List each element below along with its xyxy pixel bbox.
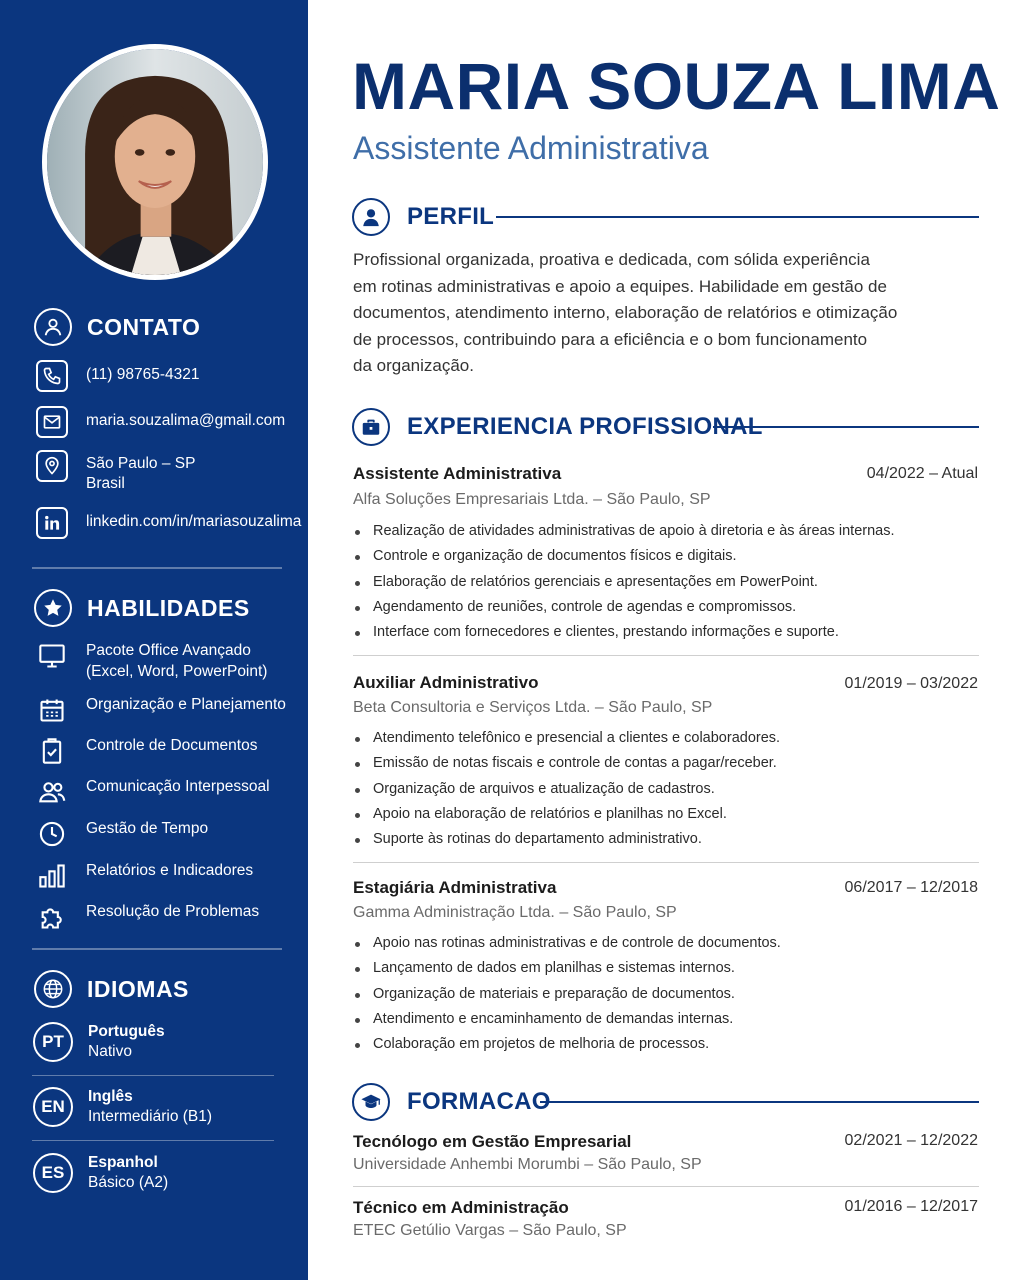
monitor-icon xyxy=(36,640,68,672)
phone-text: (11) 98765-4321 xyxy=(86,366,200,383)
contact-phone[interactable] xyxy=(36,360,199,392)
skill-item xyxy=(36,901,259,933)
section-rule xyxy=(540,1101,979,1103)
education-title-item: Tecnólogo em Gestão Empresarial xyxy=(353,1132,632,1151)
language-code-badge: ES xyxy=(33,1153,73,1193)
skill-item xyxy=(36,860,253,892)
language-name: Inglês xyxy=(88,1088,133,1105)
education-institution: ETEC Getúlio Vargas – São Paulo, SP xyxy=(353,1222,627,1239)
language-level: Intermediário (B1) xyxy=(88,1108,213,1125)
person-icon xyxy=(352,198,390,236)
phone-icon xyxy=(36,360,68,392)
job-divider xyxy=(353,862,979,863)
job-company: Alfa Soluções Empresariais Ltda. – São Paulo, SP xyxy=(353,491,711,508)
job-title: Auxiliar Administrativo xyxy=(353,673,539,692)
education-date: 02/2021 – 12/2022 xyxy=(844,1132,978,1149)
section-rule xyxy=(713,426,979,428)
contact-linkedin[interactable] xyxy=(36,507,301,539)
contact-section-header xyxy=(34,308,200,346)
education-divider xyxy=(353,1186,979,1187)
skill-label: Organização e Planejamento xyxy=(86,696,286,713)
job-bullets xyxy=(353,519,983,645)
language-code-badge: PT xyxy=(33,1022,73,1062)
education-section-header xyxy=(352,1083,551,1121)
job-date: 04/2022 – Atual xyxy=(866,465,978,482)
candidate-name: MARIA SOUZA LIMA xyxy=(352,49,1001,123)
language-level: Nativo xyxy=(88,1043,132,1060)
job-divider xyxy=(353,655,979,656)
calendar-icon xyxy=(36,694,68,726)
job-bullet: Agendamento de reuniões, controle de agendas e compromissos. xyxy=(353,595,983,620)
briefcase-icon xyxy=(352,408,390,446)
job-date: 06/2017 – 12/2018 xyxy=(844,879,978,896)
job-bullet: Suporte às rotinas do departamento administrativo. xyxy=(353,827,983,852)
sidebar-divider xyxy=(32,948,282,950)
job-title: Estagiária Administrativa xyxy=(353,878,557,897)
job-bullet: Interface com fornecedores e clientes, prestando informações e suporte. xyxy=(353,620,983,645)
job-title: Assistente Administrativa xyxy=(353,464,562,483)
skills-section-header xyxy=(34,589,250,627)
language-divider xyxy=(32,1140,274,1141)
profile-summary xyxy=(353,247,953,380)
contact-email[interactable] xyxy=(36,406,285,438)
star-icon xyxy=(34,589,72,627)
job-bullet: Elaboração de relatórios gerenciais e apresentações em PowerPoint. xyxy=(353,570,983,595)
skill-label: Resolução de Problemas xyxy=(86,903,260,920)
clipboard-check-icon xyxy=(36,735,68,767)
skill-label: Relatórios e Indicadores xyxy=(86,862,254,879)
job-bullet: Lançamento de dados em planilhas e sistemas internos. xyxy=(353,956,983,981)
job-bullet: Controle e organização de documentos físicos e digitais. xyxy=(353,544,983,569)
profile-photo xyxy=(42,44,268,280)
profile-line: documentos, atendimento interno, elaboração de relatórios e otimização xyxy=(353,303,898,322)
people-icon xyxy=(36,776,68,808)
languages-section-header xyxy=(34,970,189,1008)
profile-title: PERFIL xyxy=(407,203,495,230)
language-level: Básico (A2) xyxy=(88,1174,169,1191)
email-text: maria.souzalima@gmail.com xyxy=(86,412,286,429)
skill-label: Controle de Documentos xyxy=(86,737,258,754)
skill-item xyxy=(36,818,208,850)
globe-icon xyxy=(34,970,72,1008)
job-bullet: Atendimento e encaminhamento de demandas internas. xyxy=(353,1007,983,1032)
language-divider xyxy=(32,1075,274,1076)
bar-chart-icon xyxy=(36,860,68,892)
job-bullet: Apoio na elaboração de relatórios e planilhas no Excel. xyxy=(353,802,983,827)
skill-sublabel: (Excel, Word, PowerPoint) xyxy=(86,663,268,680)
skills-title: HABILIDADES xyxy=(87,594,250,621)
language-item xyxy=(33,1022,165,1062)
profile-line: de processos, contribuindo para a eficiência e o bom funcionamento xyxy=(353,329,868,349)
sidebar-divider xyxy=(32,567,282,569)
job-bullet: Apoio nas rotinas administrativas e de controle de documentos. xyxy=(353,931,983,956)
skill-item xyxy=(36,735,257,767)
profile-line: em rotinas administrativas e apoio a equipes. Habilidade em gestão de xyxy=(353,276,887,296)
job-bullet: Organização de arquivos e atualização de cadastros. xyxy=(353,777,983,802)
graduation-cap-icon xyxy=(352,1083,390,1121)
section-rule xyxy=(496,216,979,218)
experience-section-header xyxy=(352,408,763,446)
job-bullets xyxy=(353,726,983,852)
job-bullet: Colaboração em projetos de melhoria de processos. xyxy=(353,1032,983,1057)
job-bullet: Realização de atividades administrativas de apoio à diretoria e às áreas internas. xyxy=(353,519,983,544)
language-name: Português xyxy=(88,1023,165,1040)
skill-item xyxy=(36,640,267,682)
language-item xyxy=(33,1087,212,1127)
job-date: 01/2019 – 03/2022 xyxy=(844,675,978,692)
education-date: 01/2016 – 12/2017 xyxy=(844,1198,978,1215)
language-name: Espanhol xyxy=(88,1154,158,1171)
contact-location xyxy=(36,450,195,494)
job-bullet: Emissão de notas fiscais e controle de contas a pagar/receber. xyxy=(353,751,983,776)
job-company: Beta Consultoria e Serviços Ltda. – São Paulo, SP xyxy=(353,699,713,716)
sidebar xyxy=(0,0,308,1280)
skill-label: Gestão de Tempo xyxy=(86,820,209,837)
linkedin-text: linkedin.com/in/mariasouzalima xyxy=(86,513,302,530)
profile-section-header xyxy=(352,198,494,236)
job-company: Gamma Administração Ltda. – São Paulo, SP xyxy=(353,904,677,921)
candidate-role: Assistente Administrativa xyxy=(353,130,709,166)
skill-label: Comunicação Interpessoal xyxy=(86,778,270,795)
job-bullet: Organização de materiais e preparação de documentos. xyxy=(353,982,983,1007)
education-institution: Universidade Anhembi Morumbi – São Paulo, SP xyxy=(353,1156,702,1173)
puzzle-icon xyxy=(36,901,68,933)
contact-title: CONTATO xyxy=(87,313,201,340)
education-title-item: Técnico em Administração xyxy=(353,1198,569,1217)
profile-line: da organização. xyxy=(353,356,474,375)
location-pin-icon xyxy=(36,450,68,482)
languages-title: IDIOMAS xyxy=(87,975,189,1002)
user-icon xyxy=(34,308,72,346)
country-text: Brasil xyxy=(86,475,125,492)
education-title: FORMACAO xyxy=(407,1088,551,1115)
mail-icon xyxy=(36,406,68,438)
profile-line: Profissional organizada, proativa e dedicada, com sólida experiência xyxy=(353,250,870,269)
skill-item xyxy=(36,776,270,808)
skill-item xyxy=(36,694,286,726)
clock-icon xyxy=(36,818,68,850)
language-code-badge: EN xyxy=(33,1087,73,1127)
city-text: São Paulo – SP xyxy=(86,455,196,472)
linkedin-icon xyxy=(36,507,68,539)
job-bullets xyxy=(353,931,983,1057)
language-item xyxy=(33,1153,168,1193)
skill-label: Pacote Office Avançado xyxy=(86,642,251,659)
experience-title: EXPERIENCIA PROFISSIONAL xyxy=(407,413,763,440)
job-bullet: Atendimento telefônico e presencial a clientes e colaboradores. xyxy=(353,726,983,751)
